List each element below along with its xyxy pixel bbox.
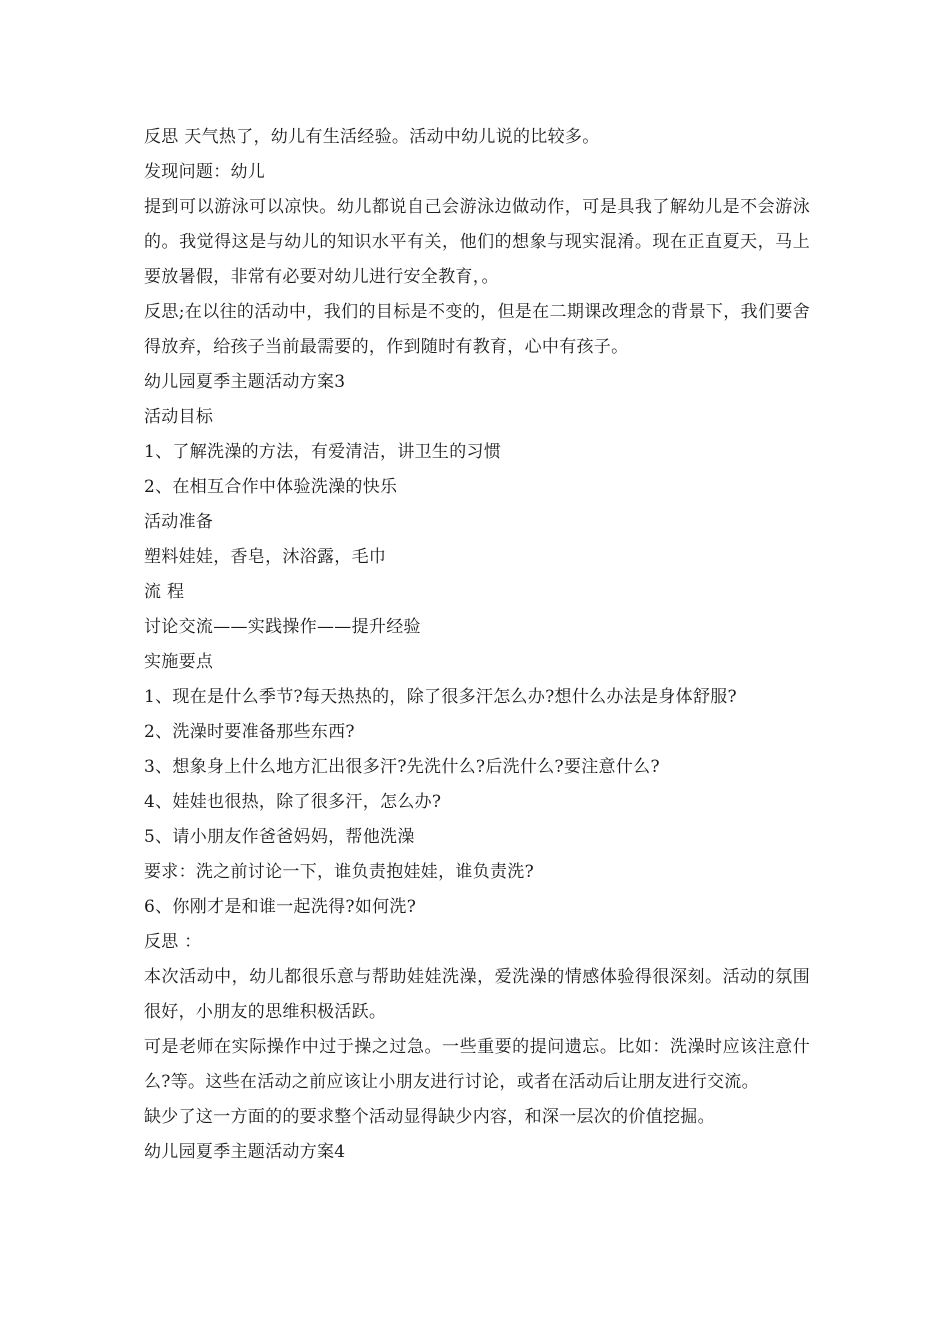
section-4-title: 幼儿园夏季主题活动方案4	[144, 1142, 346, 1162]
points-heading: 实施要点	[144, 652, 214, 672]
flow-text: 讨论交流——实践操作——提升经验	[144, 617, 421, 637]
requirement-line: 要求：洗之前讨论一下，谁负责抱娃娃，谁负责洗?	[144, 862, 535, 882]
prep-heading: 活动准备	[144, 512, 214, 532]
reflection-line: 反思 天气热了，幼儿有生活经验。活动中幼儿说的比较多。	[144, 127, 600, 147]
point-item-6: 6、你刚才是和谁一起洗得?如何洗?	[144, 897, 417, 917]
goal-item-1: 1、了解洗澡的方法，有爱清洁，讲卫生的习惯	[144, 442, 502, 462]
goal-item-2: 2、在相互合作中体验洗澡的快乐	[144, 477, 398, 497]
section-3-title: 幼儿园夏季主题活动方案3	[144, 372, 346, 392]
reflection-paragraph-1: 本次活动中，幼儿都很乐意与帮助娃娃洗澡，爱洗澡的情感体验得很深刻。活动的氛围很好，小朋友的思维积极活跃。	[144, 967, 810, 1022]
goals-heading: 活动目标	[144, 407, 214, 427]
reflection-heading: 反思 ：	[144, 932, 202, 952]
paragraph-reflection: 反思;在以往的活动中，我们的目标是不变的，但是在二期课改理念的背景下，我们要舍得放弃，给孩子当前最需要的，作到随时有教育，心中有孩子。	[144, 302, 810, 357]
document-page	[144, 120, 810, 1170]
point-item-1: 1、现在是什么季节?每天热热的，除了很多汗怎么办?想什么办法是身体舒服?	[144, 687, 737, 707]
reflection-paragraph-3: 缺少了这一方面的的要求整个活动显得缺少内容，和深一层次的价值挖掘。	[144, 1107, 715, 1127]
point-item-4: 4、娃娃也很热，除了很多汗，怎么办?	[144, 792, 442, 812]
reflection-paragraph-2: 可是老师在实际操作中过于操之过急。一些重要的提问遗忘。比如：洗澡时应该注意什么?等。这些在活动之前应该让小朋友进行讨论，或者在活动后让朋友进行交流。	[144, 1037, 810, 1092]
point-item-5: 5、请小朋友作爸爸妈妈，帮他洗澡	[144, 827, 415, 847]
point-item-3: 3、想象身上什么地方汇出很多汗?先洗什么?后洗什么?要注意什么?	[144, 757, 660, 777]
problem-line: 发现问题：幼儿	[144, 162, 266, 182]
point-item-2: 2、洗澡时要准备那些东西?	[144, 722, 355, 742]
paragraph-swimming: 提到可以游泳可以凉快。幼儿都说自己会游泳边做动作，可是具我了解幼儿是不会游泳的。我觉得这是与幼儿的知识水平有关，他们的想象与现实混淆。现在正直夏天，马上要放暑假，非常有必要对幼儿进行安全教育，。	[144, 197, 810, 287]
flow-heading: 流 程	[144, 582, 185, 602]
prep-items: 塑料娃娃，香皂，沐浴露，毛巾	[144, 547, 387, 567]
